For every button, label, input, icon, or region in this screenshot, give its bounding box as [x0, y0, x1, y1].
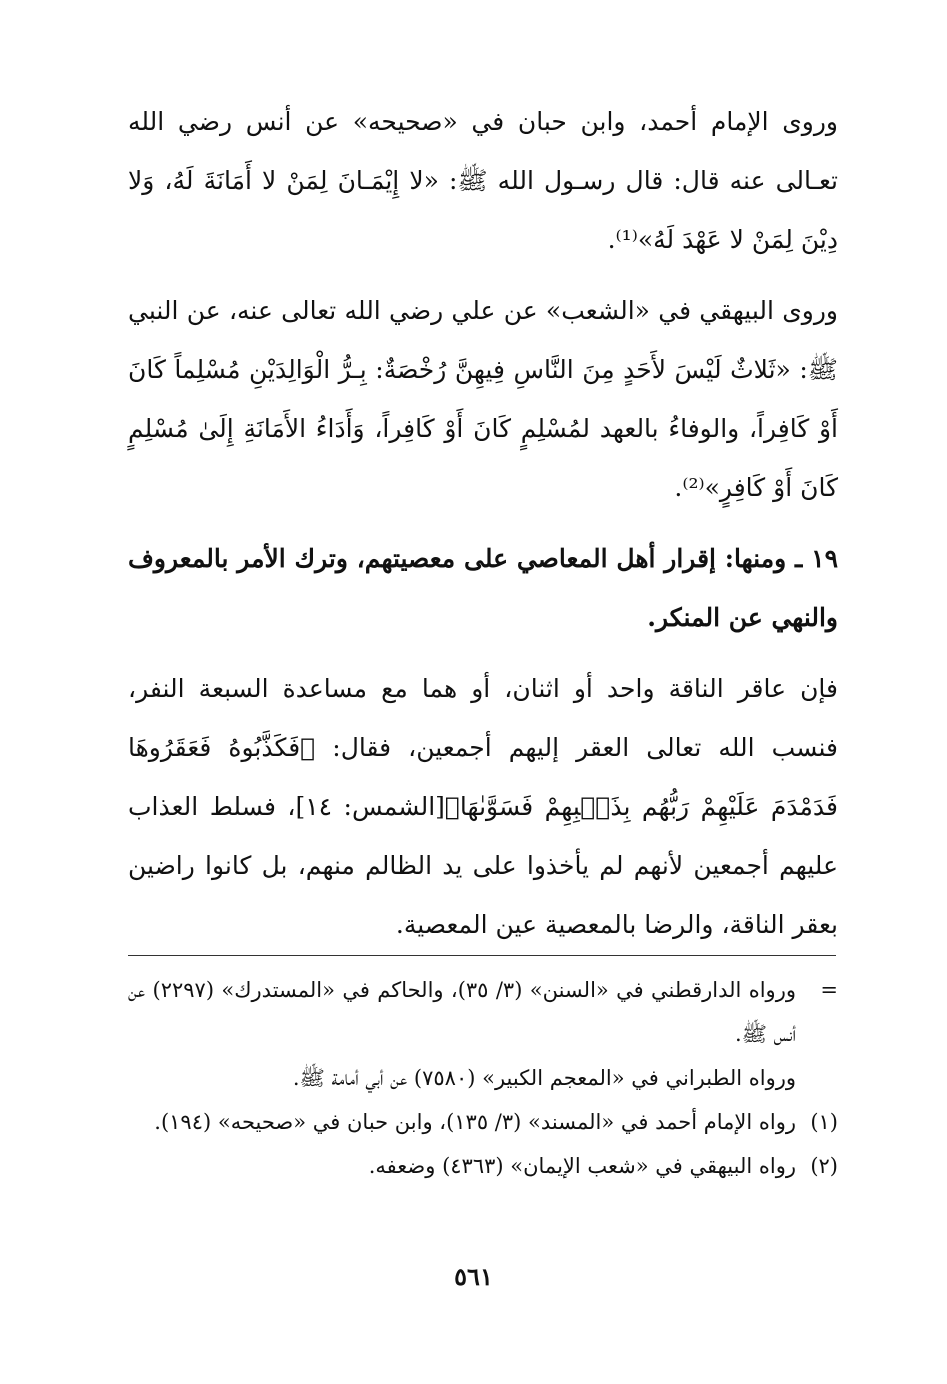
footnote-continuation [128, 968, 838, 1056]
footnote-text: ورواه الطبراني في «المعجم الكبير» (٧٥٨٠) عن أبي أمامة ﷺ. [292, 1066, 796, 1090]
footnote-text: ورواه الدارقطني في «السنن» (٣/ ٣٥)، والحاكم في «المستدرك» (٢٢٩٧) عن أنس ﷺ. [128, 978, 796, 1046]
footnotes [128, 968, 838, 1188]
paragraph-she-camel: فإن عاقر الناقة واحد أو اثنان، أو هما مع مساعدة السبعة النفر، فنسب الله تعالى العقر إليهم أجمعين، فقال: ﴿فَكَذَّبُوهُ فَعَقَرُوهَا فَدَمْدَمَ عَلَيْهِمْ رَبُّهُم بِذَنۢبِهِمْ فَسَوَّىٰهَا﴾[الشمس: ١٤]، فسلط العذاب عليهم أجمعين لأنهم لم يأخذوا على يد الظالم منهم، بل كانوا راضين بعقر الناقة، والرضا بالمعصية عين المعصية. [128, 674, 838, 939]
footnote-continuation-tabarani [128, 1056, 838, 1100]
footnote-text: رواه البيهقي في «شعب الإيمان» (٤٣٦٣) وضعفه. [368, 1154, 796, 1178]
footnote-marker: (١) [810, 1110, 838, 1134]
paragraph-bayhaqi-shuab: وروى البيهقي في «الشعب» عن علي رضي الله تعالى عنه، عن النبي ﷺ: «ثَلاثٌ لَيْسَ لأَحَدٍ مِنَ النَّاسِ فِيهِنَّ رُخْصَةٌ: بِـرُّ الْوَالِدَيْنِ مُسْلِماً كَانَ أَوْ كَافِراً، والوفاءُ بالعهد لمُسْلِمٍ كَانَ أَوْ كَافِراً، وَأَدَاءُ الأَمَانَةِ إِلَىٰ مُسْلِمٍ كَانَ أَوْ كَافِرٍ»⁽²⁾. [128, 296, 838, 502]
section-heading-19: ١٩ ـ ومنها: إقرار أهل المعاصي على معصيتهم، وترك الأمر بالمعروف والنهي عن المنكر. [128, 544, 838, 632]
footnote-1 [128, 1100, 838, 1144]
page-number: ٥٦١ [454, 1262, 493, 1291]
footnote-2 [128, 1144, 838, 1188]
footnote-marker: (٢) [810, 1154, 838, 1178]
footnote-separator [128, 955, 836, 956]
page-body [128, 92, 838, 954]
paragraph-ahmad-ibn-hibban: وروى الإمام أحمد، وابن حبان في «صحيحه» عن أنس رضي الله تعـالى عنه قال: قال رسـول الله ﷺ: «لا إِيْمَـانَ لِمَنْ لا أَمَانَةَ لَهُ، وَلا دِيْنَ لِمَنْ لا عَهْدَ لَهُ»⁽¹⁾. [128, 107, 838, 254]
footnote-text: رواه الإمام أحمد في «المسند» (٣/ ١٣٥)، وابن حبان في «صحيحه» (١٩٤). [154, 1110, 796, 1134]
footnote-marker: = [820, 978, 838, 1002]
